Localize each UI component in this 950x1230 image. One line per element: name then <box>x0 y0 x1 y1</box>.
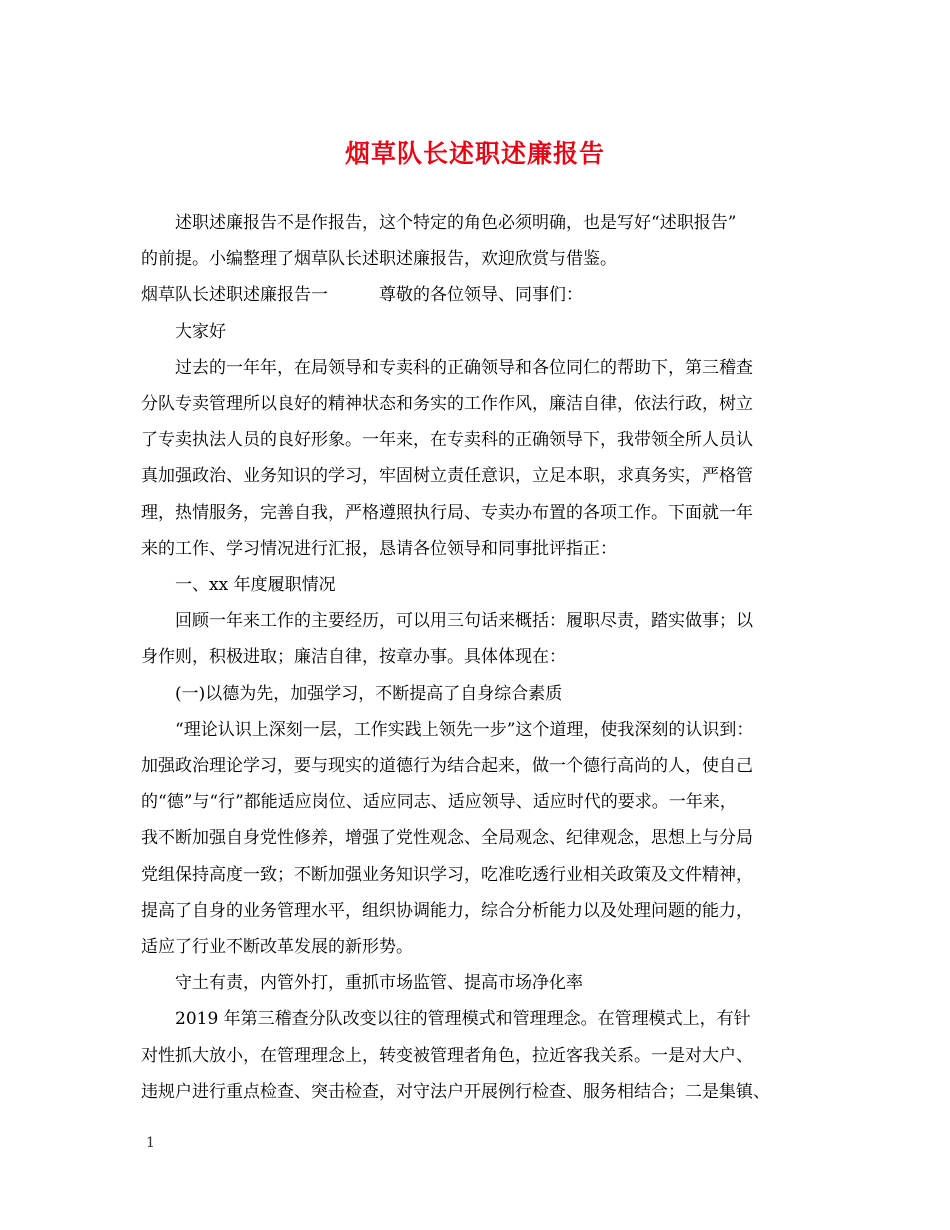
paragraph-line: 大家好 <box>175 321 226 342</box>
paragraph-line: (一)以德为先，加强学习，不断提高了自身综合素质 <box>175 683 563 704</box>
paragraph-line: 对性抓大放小，在管理理念上，转变被管理者角色，拉近客我关系。一是对大户、 <box>141 1045 753 1066</box>
paragraph-line: 2019 年第三稽查分队改变以往的管理模式和管理理念。在管理模式上，有针 <box>175 1009 751 1030</box>
paragraph-line: 了专卖执法人员的良好形象。一年来，在专卖科的正确领导下，我带领全所人员认 <box>141 430 753 451</box>
paragraph-line: 提高了自身的业务管理水平，组织协调能力，综合分析能力以及处理问题的能力， <box>141 900 753 921</box>
paragraph-line: 烟草队长述职述廉报告一 尊敬的各位领导、同事们： <box>141 285 583 306</box>
page-number: 1 <box>146 1135 155 1151</box>
document-title: 烟草队长述职述廉报告 <box>344 139 605 168</box>
paragraph-line: “理论认识上深刻一层，工作实践上领先一步”这个道理，使我深刻的认识到： <box>175 719 754 740</box>
paragraph-line: 过去的一年年，在局领导和专卖科的正确领导和各位同仁的帮助下，第三稽查 <box>175 357 753 378</box>
paragraph-line: 理，热情服务，完善自我，严格遵照执行局、专卖办布置的各项工作。下面就一年 <box>141 502 753 523</box>
paragraph-line: 回顾一年来工作的主要经历，可以用三句话来概括：履职尽责，踏实做事；以 <box>175 611 753 632</box>
paragraph-line: 真加强政治、业务知识的学习，牢固树立责任意识，立足本职，求真务实，严格管 <box>141 466 753 487</box>
paragraph-line: 的“德”与“行”都能适应岗位、适应同志、适应领导、适应时代的要求。一年来， <box>141 792 737 813</box>
paragraph-line: 的前提。小编整理了烟草队长述职述廉报告，欢迎欣赏与借鉴。 <box>141 249 617 270</box>
paragraph-line: 守土有责，内管外打，重抓市场监管、提高市场净化率 <box>175 973 583 994</box>
paragraph-line: 来的工作、学习情况进行汇报，恳请各位领导和同事批评指正： <box>141 538 617 559</box>
paragraph-line: 身作则，积极进取；廉洁自律，按章办事。具体体现在： <box>141 647 566 668</box>
paragraph-line: 分队专卖管理所以良好的精神状态和务实的工作作风，廉洁自律，依法行政，树立 <box>141 394 753 414</box>
paragraph-line: 我不断加强自身党性修养，增强了党性观念、全局观念、纪律观念，思想上与分局 <box>141 828 753 849</box>
paragraph-line: 党组保持高度一致；不断加强业务知识学习，吃准吃透行业相关政策及文件精神， <box>141 864 753 885</box>
paragraph-line: 一、xx 年度履职情况 <box>175 575 336 595</box>
paragraph-line: 适应了行业不断改革发展的新形势。 <box>141 937 413 957</box>
paragraph-line: 加强政治理论学习，要与现实的道德行为结合起来，做一个德行高尚的人，使自己 <box>141 756 753 776</box>
paragraph-line: 述职述廉报告不是作报告，这个特定的角色必须明确，也是写好“述职报告” <box>175 213 737 233</box>
paragraph-line: 违规户进行重点检查、突击检查，对守法户开展例行检查、服务相结合；二是集镇、 <box>141 1081 770 1102</box>
